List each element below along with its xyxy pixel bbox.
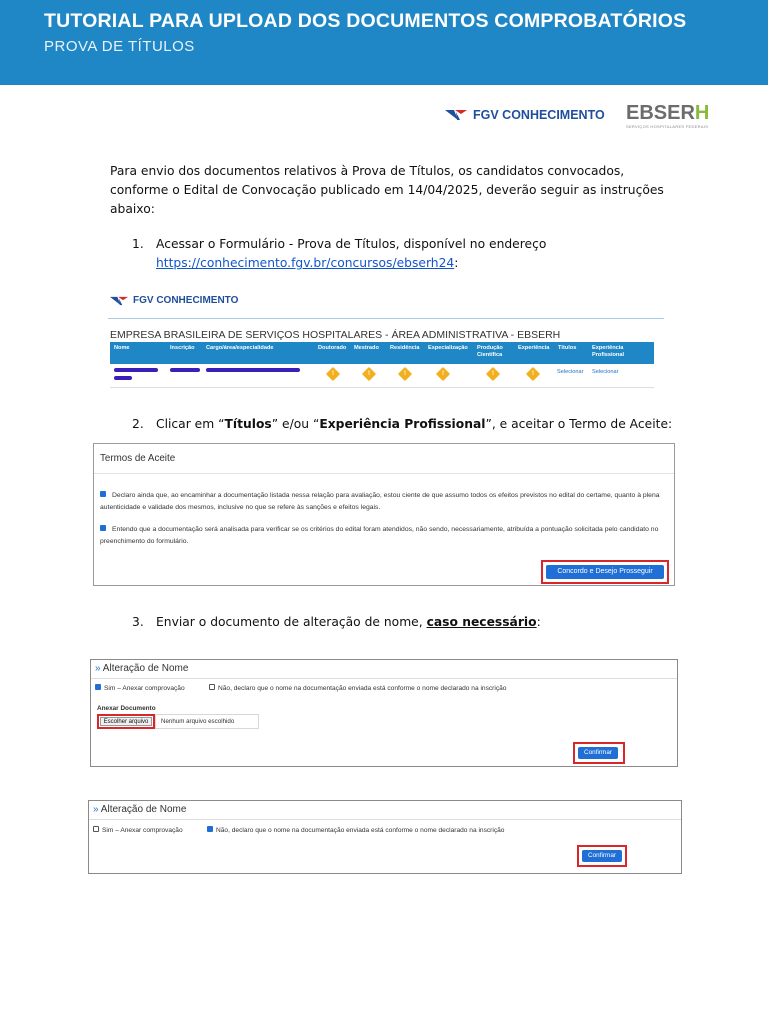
step-2-titulos: Títulos <box>224 417 272 431</box>
step-3-caso-necessario: caso necessário <box>426 615 537 629</box>
termos-modal <box>93 443 675 586</box>
col-cargo: Cargo/área/especialidade <box>206 345 274 351</box>
step-1-suffix: : <box>454 256 459 270</box>
redacted-name <box>114 376 132 380</box>
step-number: 1. <box>132 237 144 251</box>
confirm-button[interactable]: Confirmar <box>578 747 618 759</box>
warning-icon: ! <box>526 367 540 381</box>
portal-title: EMPRESA BRASILEIRA DE SERVIÇOS HOSPITALARES - ÁREA ADMINISTRATIVA - EBSERH <box>110 329 561 341</box>
col-doutorado: Doutorado <box>318 345 347 351</box>
option-nao[interactable]: Não, declaro que o nome na documentação enviada está conforme o nome declarado na inscrição <box>209 685 506 692</box>
checkbox-checked[interactable] <box>100 525 106 531</box>
file-status: Nenhum arquivo escolhido <box>155 714 259 729</box>
col-producao: Produção Científica <box>477 345 503 358</box>
checkbox-unchecked[interactable] <box>209 684 215 690</box>
warning-icon: ! <box>326 367 340 381</box>
termo-item-2 <box>100 524 670 547</box>
step-number: 3. <box>132 615 144 629</box>
ebserh-logo <box>626 103 709 129</box>
warning-icon: ! <box>398 367 412 381</box>
option-nao[interactable]: Não, declaro que o nome na documentação enviada está conforme o nome declarado na inscrição <box>207 827 504 834</box>
warning-icon: ! <box>486 367 500 381</box>
termos-header <box>94 444 674 474</box>
form-link[interactable]: https://conhecimento.fgv.br/concursos/ebserh24 <box>156 256 455 270</box>
termo-item-1-text: Declaro ainda que, ao encaminhar a documentação listada nessa relação para avaliação, estou ciente de que assumo todos os efeitos previstos no edital do certame, quanto à plena autenticidade e validade dos mesmos, inclusive no que se refere às sanções e efeitos legais. <box>100 492 660 511</box>
page-title: TUTORIAL PARA UPLOAD DOS DOCUMENTOS COMPROBATÓRIOS <box>44 10 687 32</box>
choose-file-button[interactable]: Escolher arquivo <box>100 717 152 726</box>
ebserh-tagline: SERVIÇOS HOSPITALARES FEDERAIS <box>626 124 709 129</box>
step-2-text: ”, e aceitar o Termo de Aceite: <box>485 417 673 431</box>
checkbox-checked[interactable] <box>100 491 106 497</box>
redacted-name <box>114 368 158 372</box>
step-2-text: ” e/ou “ <box>271 417 320 431</box>
anexar-label: Anexar Documento <box>97 705 156 712</box>
highlight-box <box>541 560 669 584</box>
col-titulos: Títulos <box>558 345 577 351</box>
col-inscricao: Inscrição <box>170 345 195 351</box>
step-3-text: : <box>536 615 541 629</box>
redacted-cargo <box>206 368 300 372</box>
divider <box>89 819 681 820</box>
step-3-text: Enviar o documento de alteração de nome, <box>156 615 427 629</box>
select-titulos-link[interactable]: Selecionar <box>557 369 584 375</box>
warning-icon: ! <box>436 367 450 381</box>
step-2-text: Clicar em “ <box>156 417 225 431</box>
fgv-mark-icon <box>445 109 467 121</box>
option-sim[interactable]: Sim – Anexar comprovação <box>93 827 183 834</box>
chevron-icon: » <box>95 663 101 674</box>
col-experiencia-profissional: Experiência Profissional <box>592 345 625 358</box>
step-1 <box>132 235 692 275</box>
termos-title: Termos de Aceite <box>100 453 176 464</box>
portal-screenshot <box>108 290 664 390</box>
ebserh-logo-main: EBSER <box>626 102 695 124</box>
warning-icon: ! <box>362 367 376 381</box>
col-experiencia: Experiência <box>518 345 550 351</box>
portal-table-header <box>110 342 654 364</box>
col-mestrado: Mestrado <box>354 345 379 351</box>
highlight-box <box>577 845 627 867</box>
ebserh-logo-h: H <box>694 102 710 124</box>
page-subtitle: PROVA DE TÍTULOS <box>44 38 195 55</box>
alteracao-title-text: Alteração de Nome <box>102 663 189 674</box>
col-especializacao: Especialização <box>428 345 468 351</box>
step-2-experiencia: Experiência Profissional <box>319 417 486 431</box>
divider <box>91 678 677 679</box>
table-row <box>110 364 654 388</box>
portal-brand-text: FGV CONHECIMENTO <box>133 295 239 306</box>
alteracao-title <box>93 804 186 815</box>
highlight-box <box>573 742 625 764</box>
fgv-logo <box>445 108 605 122</box>
step-2 <box>132 415 692 435</box>
step-number: 2. <box>132 417 144 431</box>
redacted-inscricao <box>170 368 200 372</box>
termo-item-1 <box>100 490 670 513</box>
checkbox-checked[interactable] <box>95 684 101 690</box>
fgv-logo-text: FGV CONHECIMENTO <box>473 108 605 122</box>
logo-bar <box>0 103 768 131</box>
intro-paragraph: Para envio dos documentos relativos à Prova de Títulos, os candidatos convocados, conforme o Edital de Convocação publicado em 14/04/2025, deverão seguir as instruções abaixo: <box>110 164 664 216</box>
fgv-mark-icon <box>110 296 128 306</box>
alteracao-nome-panel-nao <box>88 800 682 874</box>
option-sim[interactable]: Sim – Anexar comprovação <box>95 685 185 692</box>
termo-item-2-text: Entendo que a documentação será analisada para verificar se os critérios do edital foram atendidos, não sendo, necessariamente, atribuída a pontuação solicitada pelo candidato no preenchimento do formulário. <box>100 526 659 545</box>
col-residencia: Residência <box>390 345 420 351</box>
alteracao-title <box>95 663 188 674</box>
alteracao-nome-panel-sim <box>90 659 678 767</box>
confirm-button[interactable]: Confirmar <box>582 850 622 862</box>
header-banner <box>0 0 768 85</box>
divider <box>108 318 664 319</box>
checkbox-checked[interactable] <box>207 826 213 832</box>
step-1-text: Acessar o Formulário - Prova de Títulos, disponível no endereço <box>156 237 547 251</box>
portal-brand <box>110 295 238 306</box>
col-nome: Nome <box>114 345 130 351</box>
select-experiencia-link[interactable]: Selecionar <box>592 369 619 375</box>
accept-button[interactable]: Concordo e Desejo Prosseguir <box>546 565 664 579</box>
chevron-icon: » <box>93 804 99 815</box>
step-3 <box>132 613 692 633</box>
highlight-box <box>97 714 155 729</box>
alteracao-title-text: Alteração de Nome <box>100 804 187 815</box>
checkbox-unchecked[interactable] <box>93 826 99 832</box>
